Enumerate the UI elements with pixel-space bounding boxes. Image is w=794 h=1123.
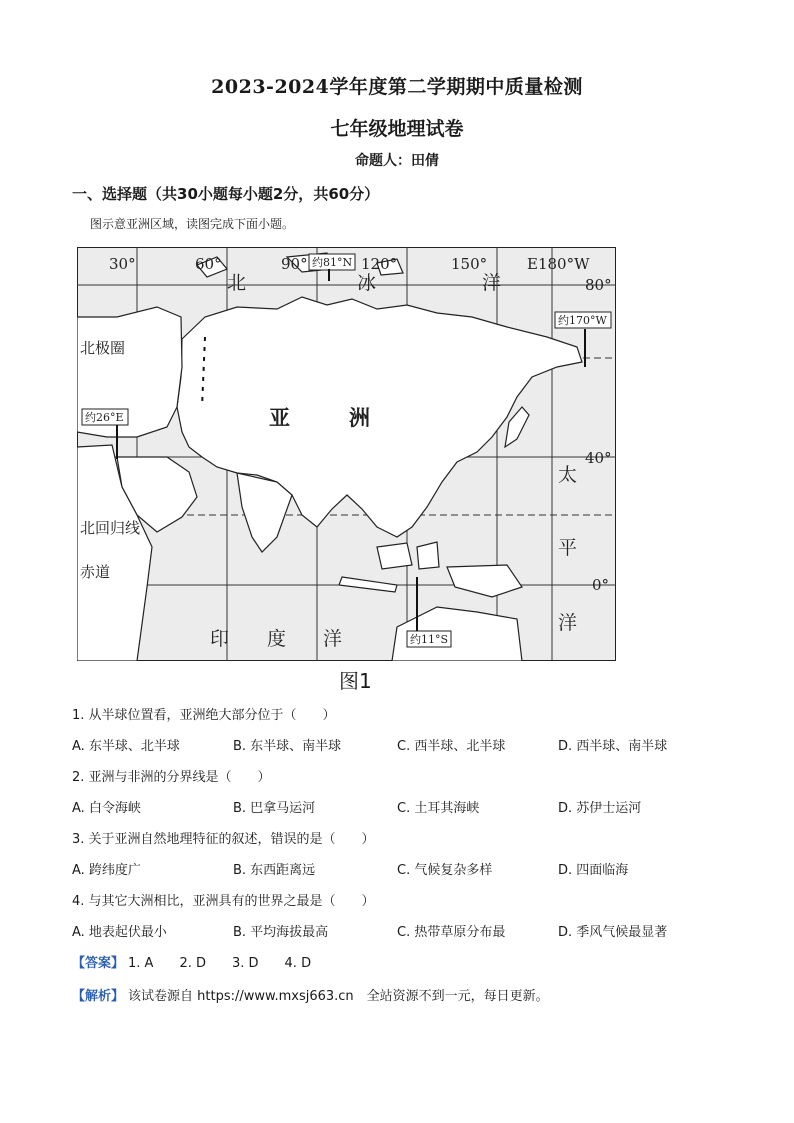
q2-option-a: A. 白令海峡	[72, 801, 141, 816]
q3-option-c: C. 气候复杂多样	[397, 863, 493, 878]
pacific-ocean-char: 平	[558, 537, 578, 559]
arctic-ocean-char: 北	[227, 272, 247, 294]
latitude-label: 80°	[585, 276, 612, 294]
analysis-line	[72, 985, 549, 1004]
page-subtitle: 七年级地理试卷	[330, 118, 464, 140]
longitude-label: 60°	[195, 255, 222, 273]
answer-text: 1. A 2. D 3. D 4. D	[128, 956, 312, 971]
author-line: 命题人：田倩	[355, 153, 439, 169]
q1-option-b: B. 东半球、南半球	[233, 739, 342, 754]
q1-option-a: A. 东半球、北半球	[72, 739, 180, 754]
asia-char: 亚	[269, 405, 290, 430]
q1-option-d: D. 西半球、南半球	[558, 739, 668, 754]
q3-option-b: B. 东西距离远	[233, 863, 316, 878]
section-heading: 一、选择题（共30小题每小题2分，共60分）	[72, 185, 380, 203]
longitude-label: 90°	[281, 255, 308, 273]
longitude-label: E180°W	[527, 255, 590, 273]
q3-option-d: D. 四面临海	[558, 863, 629, 878]
q1-option-c: C. 西半球、北半球	[397, 739, 506, 754]
arctic-circle-label: 北极圈	[80, 339, 126, 357]
answer-tag: 【答案】	[72, 956, 125, 971]
question-2: 2. 亚洲与非洲的分界线是（ ）	[72, 770, 271, 785]
tropic-of-cancer-label: 北回归线	[80, 519, 141, 537]
q4-option-a: A. 地表起伏最小	[72, 925, 167, 940]
analysis-text: 该试卷源自 https://www.mxsj663.cn 全站资源不到一元，每日更新。	[128, 989, 549, 1004]
pacific-ocean-char: 太	[558, 464, 578, 486]
boxed-label-170w: 约170°W	[558, 314, 607, 327]
pacific-ocean-char: 洋	[558, 612, 578, 634]
page-title: 2023-2024学年度第二学期期中质量检测	[211, 76, 583, 98]
latitude-label: 40°	[585, 449, 612, 467]
arctic-ocean-char: 洋	[482, 272, 502, 294]
equator-label: 赤道	[80, 563, 111, 581]
longitude-label: 150°	[451, 255, 488, 273]
map-caption: 图1	[339, 669, 372, 693]
longitude-label: 120°	[361, 255, 398, 273]
asia-map	[77, 247, 616, 661]
question-4: 4. 与其它大洲相比，亚洲具有的世界之最是（ ）	[72, 894, 375, 909]
question-1: 1. 从半球位置看，亚洲绝大部分位于（ ）	[72, 708, 336, 723]
q4-option-c: C. 热带草原分布最	[397, 925, 506, 940]
q4-option-b: B. 平均海拔最高	[233, 925, 329, 940]
analysis-tag: 【解析】	[72, 989, 125, 1004]
q2-option-c: C. 土耳其海峡	[397, 801, 480, 816]
section-intro: 图示意亚洲区域，读图完成下面小题。	[90, 217, 295, 231]
longitude-label: 30°	[109, 255, 136, 273]
question-3: 3. 关于亚洲自然地理特征的叙述，错误的是（ ）	[72, 832, 375, 847]
arctic-ocean-char: 冰	[357, 272, 377, 294]
q2-option-d: D. 苏伊士运河	[558, 801, 642, 816]
answer-line	[72, 952, 311, 971]
q3-option-a: A. 跨纬度广	[72, 863, 141, 878]
boxed-label-11s: 约11°S	[410, 633, 449, 646]
boxed-label-26e: 约26°E	[85, 411, 124, 424]
q2-option-b: B. 巴拿马运河	[233, 801, 316, 816]
indian-ocean-char: 印	[210, 628, 230, 650]
indian-ocean-char: 度	[267, 628, 287, 650]
latitude-label: 0°	[592, 576, 610, 594]
q4-option-d: D. 季风气候最显著	[558, 925, 668, 940]
indian-ocean-char: 洋	[323, 628, 343, 650]
boxed-label-81n: 约81°N	[312, 256, 353, 269]
asia-char: 洲	[349, 405, 370, 430]
